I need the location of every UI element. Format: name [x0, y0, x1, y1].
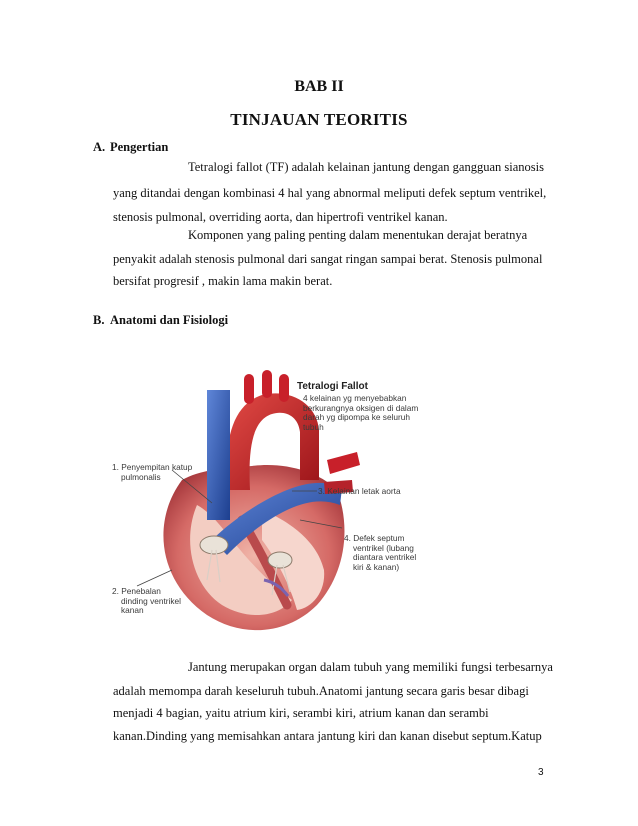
label-2-line: dinding ventrikel [121, 595, 181, 606]
label-2-line: 2. Penebalan [112, 586, 161, 596]
label-2 [112, 587, 181, 616]
label-3 [318, 487, 401, 497]
section-b-line-3: menjadi 4 bagian, yaitu atrium kiri, serambi kiri, atrium kanan dan serambi [113, 706, 489, 720]
label-2-line: kanan [121, 605, 144, 616]
pulmonary-vein [327, 452, 360, 474]
aortic-valve [268, 552, 292, 568]
label-1-line: pulmonalis [121, 471, 161, 482]
page-number: 3 [538, 767, 544, 778]
artery-branch [279, 374, 289, 402]
figure-subtitle [303, 394, 418, 432]
label-4-line: diantara ventrikel [353, 552, 417, 563]
section-a-line-4: Komponen yang paling penting dalam menentukan derajat beratnya [188, 228, 528, 242]
section-a-line-5: penyakit adalah stenosis pulmonal dari sangat ringan sampai berat. Stenosis pulmonal [113, 252, 543, 266]
chapter-title: TINJAUAN TEORITIS [230, 110, 408, 129]
artery-branch [262, 370, 272, 398]
pulmonary-valve [200, 536, 228, 554]
section-b-letter: B. [93, 313, 105, 327]
leader-line-2 [137, 570, 172, 586]
section-a-line-1: Tetralogi fallot (TF) adalah kelainan jantung dengan gangguan sianosis [188, 160, 544, 174]
label-4 [344, 534, 416, 572]
label-4-line: kiri & kanan) [353, 561, 400, 572]
label-1 [112, 463, 192, 482]
label-3-line: 3. Kelainan letak aorta [318, 486, 401, 496]
section-b-line-4: kanan.Dinding yang memisahkan antara jantung kiri dan kanan disebut septum.Katup [113, 729, 542, 743]
label-1-line: 1. Penyempitan katup [112, 462, 193, 472]
section-a-letter: A. [93, 140, 106, 154]
section-a-line-6: bersifat progresif , makin lama makin berat. [113, 274, 333, 288]
label-4-line: 4. Defek septum [344, 533, 405, 543]
section-b-title: Anatomi dan Fisiologi [110, 313, 229, 327]
figure-subtitle-line: berkurangnya oksigen di dalam [303, 402, 419, 413]
section-a-line-3: stenosis pulmonal, overriding aorta, dan hipertrofi ventrikel kanan. [113, 210, 448, 224]
section-b-line-1: Jantung merupakan organ dalam tubuh yang memiliki fungsi terbesarnya [188, 660, 553, 674]
vena-cava [207, 390, 230, 520]
section-b-line-2: adalah memompa darah keseluruh tubuh.Anatomi jantung secara garis besar dibagi [113, 684, 529, 698]
figure-subtitle-line: tubuh [303, 421, 324, 432]
artery-branch [244, 374, 254, 404]
section-a-title: Pengertian [110, 140, 169, 154]
label-4-line: ventrikel (lubang [353, 542, 414, 553]
section-a-line-2: yang ditandai dengan kombinasi 4 hal yang abnormal meliputi defek septum ventrikel, [113, 186, 547, 200]
figure-title: Tetralogi Fallot [297, 381, 368, 392]
chapter-heading: BAB II [294, 78, 344, 95]
figure-subtitle-line: 4 kelainan yg menyebabkan [303, 393, 407, 403]
figure-subtitle-line: darah yg dipompa ke seluruh [303, 412, 411, 423]
